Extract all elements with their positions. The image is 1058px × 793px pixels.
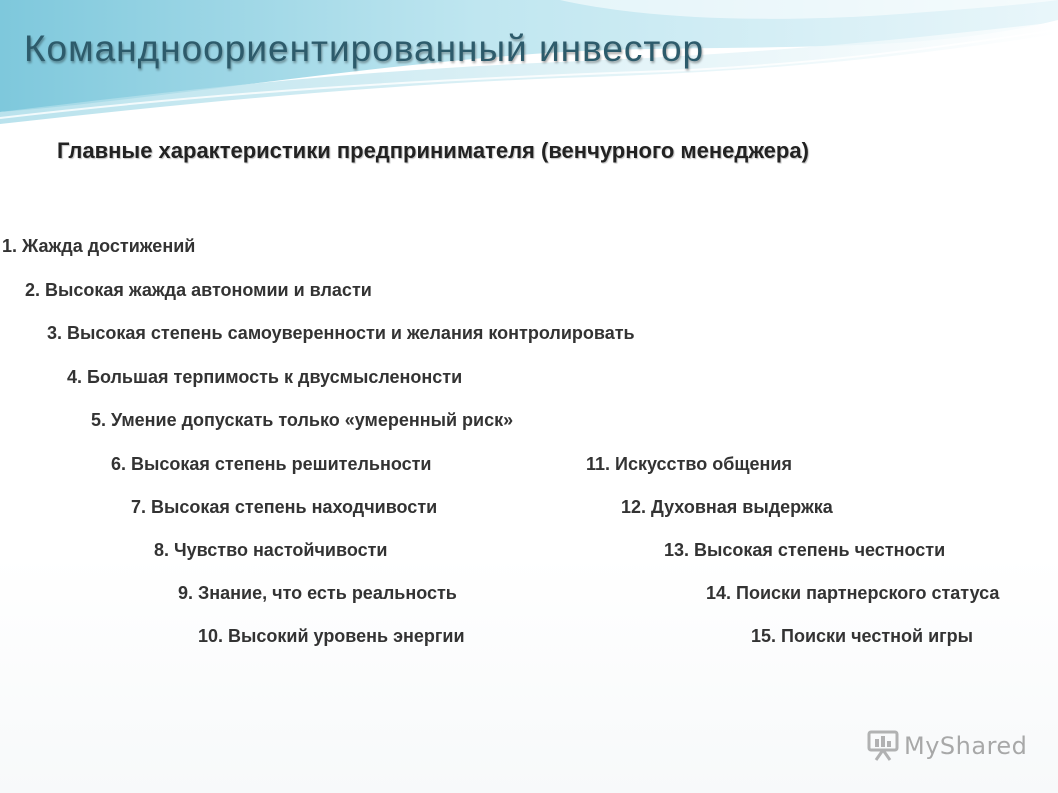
list-item: 7. Высокая степень находчивости (131, 497, 438, 517)
list-item: 9. Знание, что есть реальность (178, 583, 457, 603)
list-item: 4. Большая терпимость к двусмысленонсти (67, 367, 463, 387)
presentation-board-icon (866, 730, 900, 762)
list-item: 11. Искусство общения (586, 454, 792, 474)
list-item: 14. Поиски партнерского статуса (706, 583, 1000, 603)
list-item: 13. Высокая степень честности (664, 540, 946, 560)
list-item: 8. Чувство настойчивости (154, 540, 388, 560)
list-item: 12. Духовная выдержка (621, 497, 833, 517)
slide-title: Командноориентированный инвестор (24, 28, 705, 69)
list-item: 15. Поиски честной игры (751, 626, 974, 646)
list-item: 3. Высокая степень самоуверенности и желания контролировать (47, 323, 635, 343)
list-item: 1. Жажда достижений (2, 236, 196, 256)
list-item: 10. Высокий уровень энергии (198, 626, 465, 646)
list-item: 6. Высокая степень решительности (111, 454, 432, 474)
watermark-logo (866, 730, 1027, 762)
slide-subtitle: Главные характеристики предпринимателя (венчурного менеджера) (57, 138, 809, 163)
watermark-text: MyShared (904, 732, 1028, 760)
list-item: 5. Умение допускать только «умеренный риск» (91, 410, 514, 430)
list-item: 2. Высокая жажда автономии и власти (25, 280, 372, 300)
